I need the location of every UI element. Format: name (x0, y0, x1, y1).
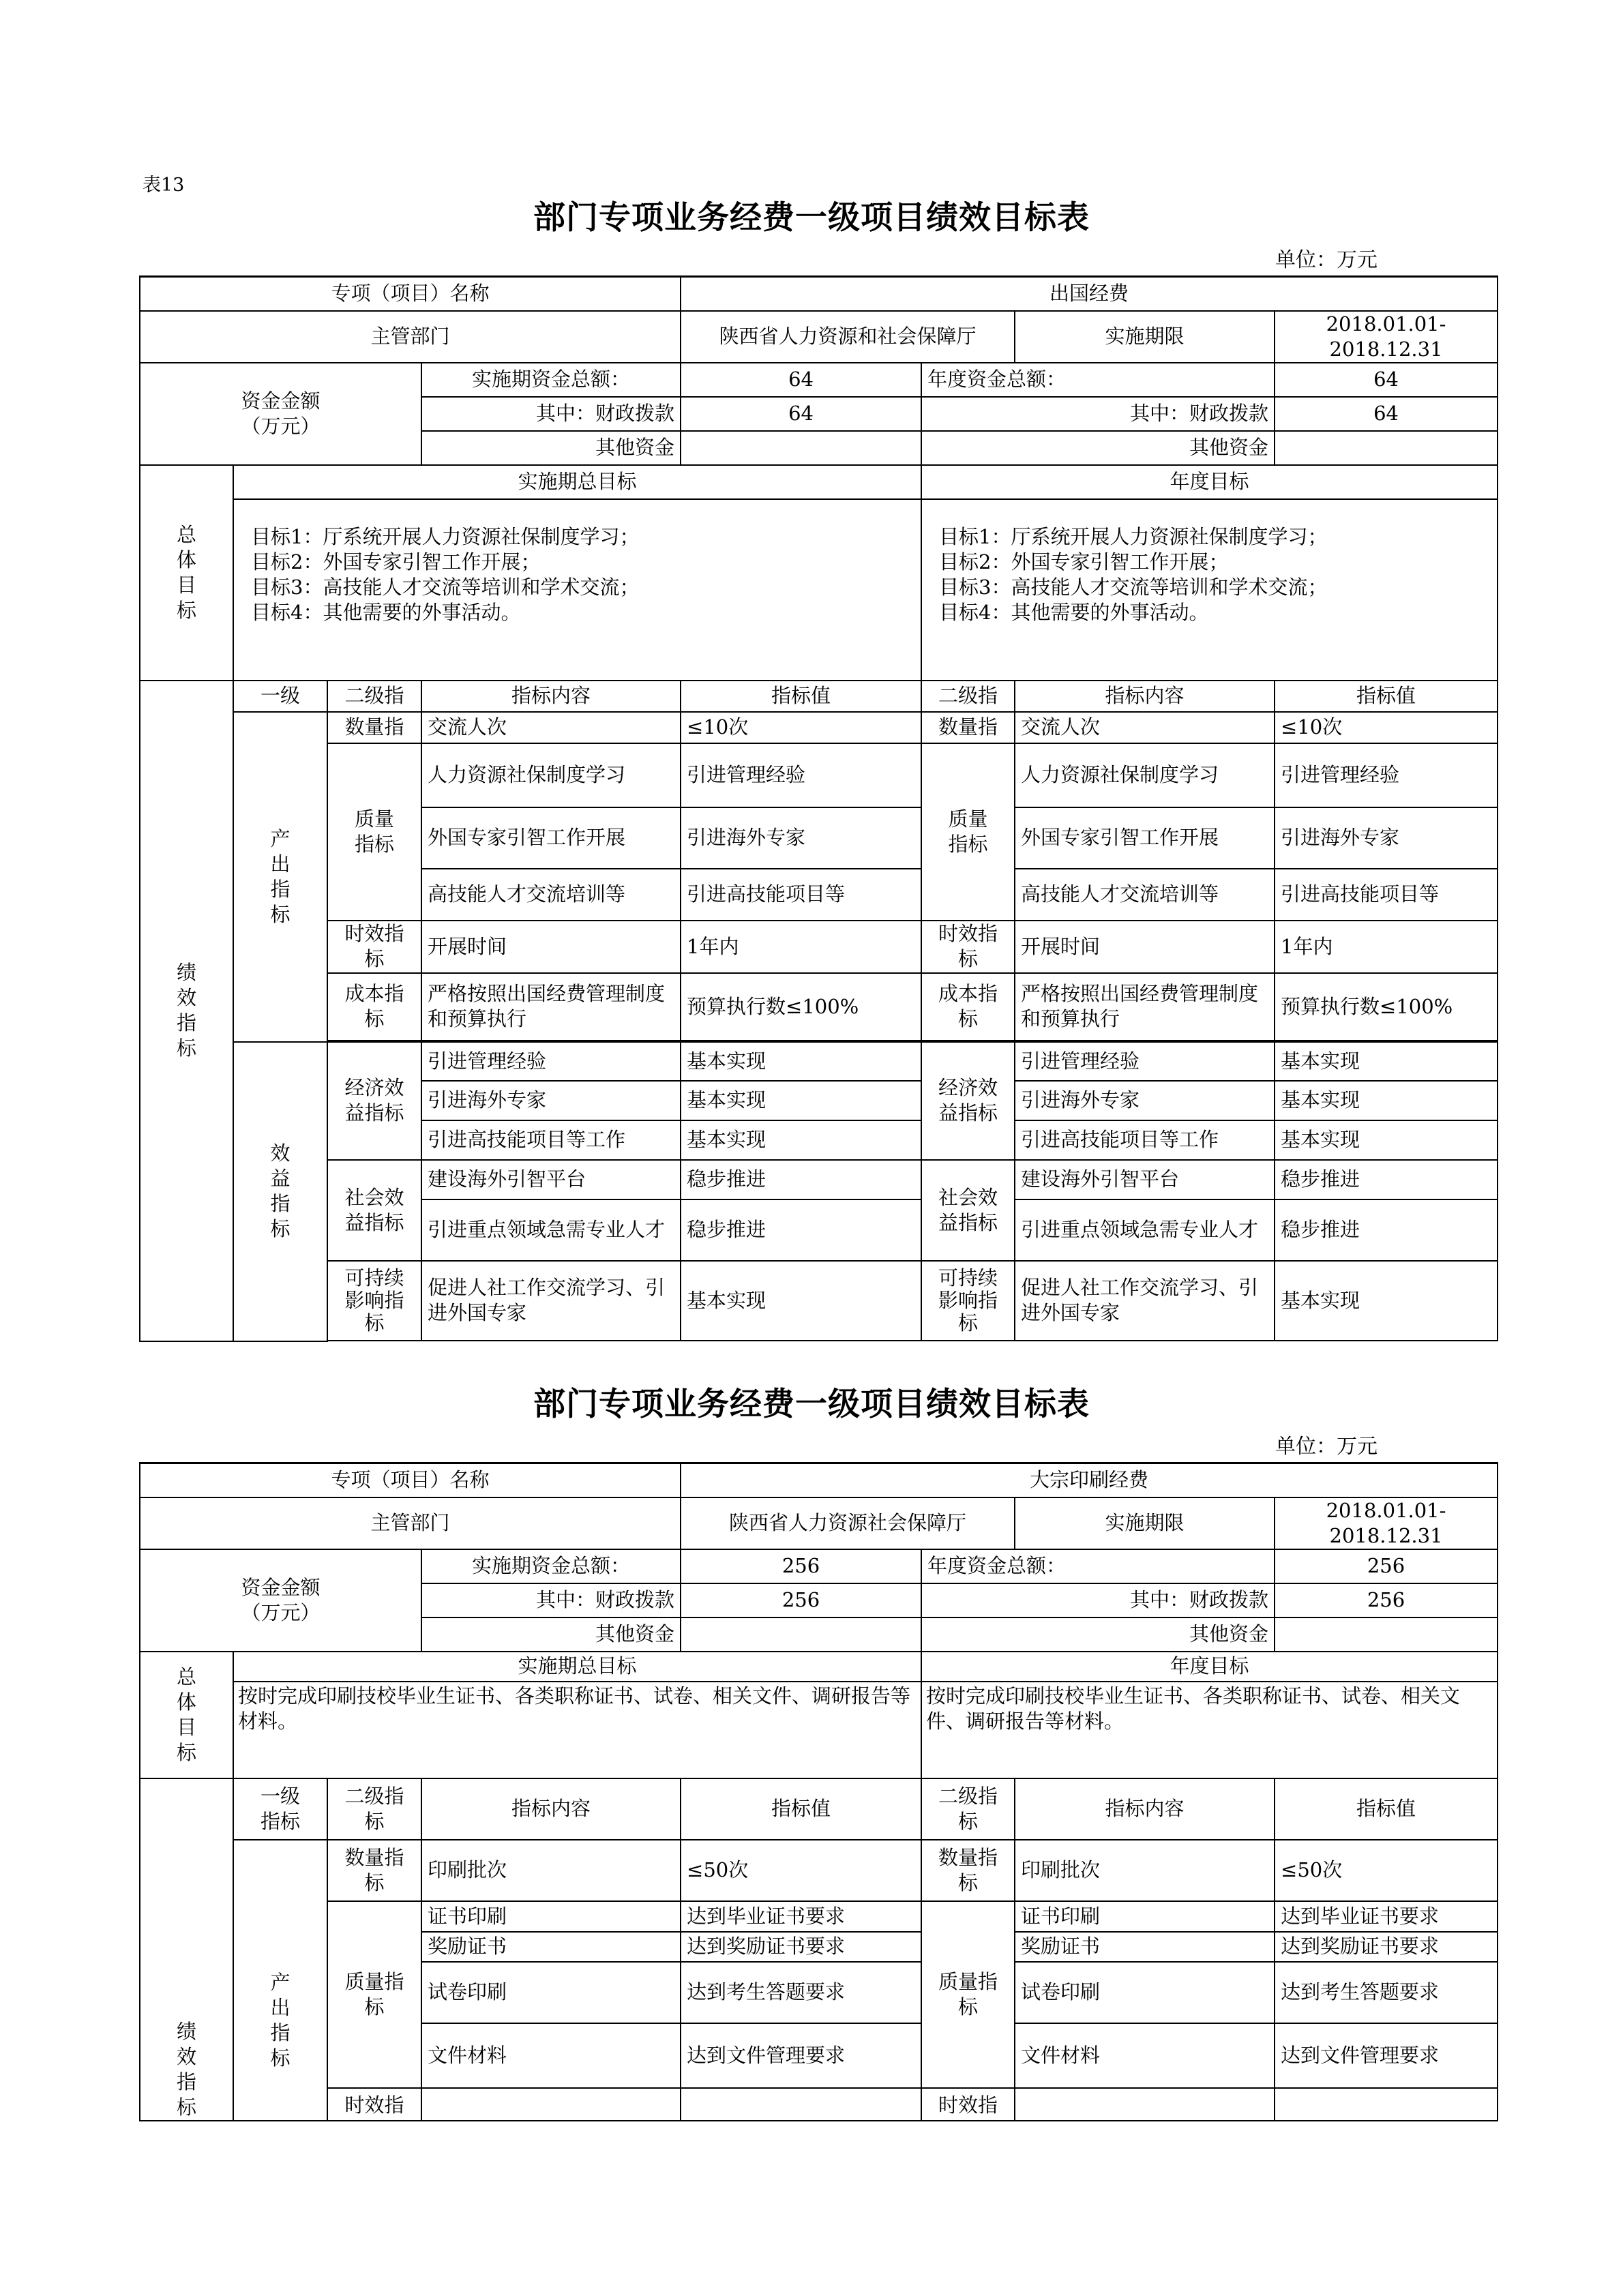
value-header-left: 指标值 (681, 1778, 921, 1840)
social-content-right: 建设海外引智平台 (1015, 1160, 1275, 1199)
impl-goal-header: 实施期总目标 (233, 465, 921, 499)
quality-value-left: 引进管理经验 (681, 743, 921, 807)
quantity-label-right: 数量指 (921, 712, 1015, 743)
quantity-value-left: ≤10次 (681, 712, 921, 743)
period-label: 实施期限 (1015, 311, 1275, 363)
time-content-right (1015, 2088, 1275, 2121)
time-label-left: 时效指 (327, 2088, 421, 2121)
time-content-left: 开展时间 (421, 921, 681, 973)
sustain-value-right: 基本实现 (1275, 1261, 1498, 1341)
page-bottom-margin (0, 2141, 1623, 2296)
sustain-content-right: 促进人社工作交流学习、引进外国专家 (1015, 1261, 1275, 1341)
total-impl-value: 256 (681, 1549, 921, 1583)
social-value-right: 稳步推进 (1275, 1199, 1498, 1261)
economic-value-left: 基本实现 (681, 1081, 921, 1120)
project-name-label: 专项（项目）名称 (140, 1463, 681, 1497)
fiscal-year-value: 256 (1275, 1583, 1498, 1617)
economic-value-right: 基本实现 (1275, 1081, 1498, 1120)
sustain-label-right: 可持续影响指标 (921, 1261, 1015, 1341)
value-header-left: 指标值 (681, 681, 921, 712)
quantity-label-left: 数量指 (327, 712, 421, 743)
quality-value-right: 达到文件管理要求 (1275, 2023, 1498, 2088)
economic-content-right: 引进管理经验 (1015, 1042, 1275, 1081)
time-value-right: 1年内 (1275, 921, 1498, 973)
value-header-right: 指标值 (1275, 681, 1498, 712)
economic-value-right: 基本实现 (1275, 1120, 1498, 1160)
quality-content-right: 奖励证书 (1015, 1932, 1275, 1962)
social-content-left: 引进重点领域急需专业人才 (421, 1199, 681, 1261)
form2-title: 部门专项业务经费一级项目绩效目标表 (533, 1386, 1090, 1423)
quantity-value-right: ≤50次 (1275, 1840, 1498, 1901)
funds-label: 资金金额 （万元） (140, 1549, 421, 1652)
sustain-label-left: 可持续影响指标 (327, 1261, 421, 1341)
time-label-left: 时效指标 (327, 921, 421, 973)
overall-goal-label: 总体目标 (140, 1652, 233, 1778)
fiscal-impl-label: 其中：财政拨款 (421, 1583, 681, 1617)
quality-label-left: 质量指标 (327, 1901, 421, 2088)
form2-unit-label: 单位：万元 (1275, 1435, 1378, 1459)
economic-value-left: 基本实现 (681, 1042, 921, 1081)
other-impl-label: 其他资金 (421, 431, 681, 465)
social-value-left: 稳步推进 (681, 1160, 921, 1199)
quality-content-left: 文件材料 (421, 2023, 681, 2088)
quality-content-left: 外国专家引智工作开展 (421, 807, 681, 869)
fiscal-year-label: 其中：财政拨款 (921, 1583, 1275, 1617)
time-label-right: 时效指标 (921, 921, 1015, 973)
dept-value: 陕西省人力资源和社会保障厅 (681, 311, 1015, 363)
quantity-content-right: 交流人次 (1015, 712, 1275, 743)
benefit-label: 效益指标 (233, 1042, 327, 1341)
value-header-right: 指标值 (1275, 1778, 1498, 1840)
overall-goal-label: 总体目标 (140, 465, 233, 681)
level1-header: 一级指标 (233, 1778, 327, 1840)
quality-value-right: 引进高技能项目等 (1275, 869, 1498, 921)
economic-content-right: 引进海外专家 (1015, 1081, 1275, 1120)
cost-content-right: 严格按照出国经费管理制度和预算执行 (1015, 973, 1275, 1041)
other-year-label: 其他资金 (921, 1617, 1275, 1652)
time-value-right (1275, 2088, 1498, 2121)
quality-value-right: 达到考生答题要求 (1275, 1962, 1498, 2023)
quality-value-left: 引进高技能项目等 (681, 869, 921, 921)
content-header-right: 指标内容 (1015, 681, 1275, 712)
period-value: 2018.01.01-2018.12.31 (1275, 311, 1498, 363)
dept-label: 主管部门 (140, 311, 681, 363)
quantity-content-right: 印刷批次 (1015, 1840, 1275, 1901)
economic-content-left: 引进高技能项目等工作 (421, 1120, 681, 1160)
period-value: 2018.01.01-2018.12.31 (1275, 1497, 1498, 1549)
impl-goal-header: 实施期总目标 (233, 1652, 921, 1682)
quality-value-right: 达到毕业证书要求 (1275, 1901, 1498, 1932)
quantity-label-left: 数量指标 (327, 1840, 421, 1901)
funds-label: 资金金额 （万元） (140, 363, 421, 465)
content-header-left: 指标内容 (421, 681, 681, 712)
perf-label: 绩效指标 (140, 1778, 233, 2121)
impl-goal-text: 按时完成印刷技校毕业生证书、各类职称证书、试卷、相关文件、调研报告等材料。 (233, 1682, 921, 1778)
social-content-right: 引进重点领域急需专业人才 (1015, 1199, 1275, 1261)
content-header-left: 指标内容 (421, 1778, 681, 1840)
quantity-value-right: ≤10次 (1275, 712, 1498, 743)
quality-value-left: 引进海外专家 (681, 807, 921, 869)
quality-value-left: 达到文件管理要求 (681, 2023, 921, 2088)
time-label-right: 时效指 (921, 2088, 1015, 2121)
cost-value-left: 预算执行数≤100% (681, 973, 921, 1041)
quality-value-right: 引进管理经验 (1275, 743, 1498, 807)
sustain-content-left: 促进人社工作交流学习、引进外国专家 (421, 1261, 681, 1341)
other-impl-label: 其他资金 (421, 1617, 681, 1652)
quality-value-left: 达到考生答题要求 (681, 1962, 921, 2023)
quantity-value-left: ≤50次 (681, 1840, 921, 1901)
quality-content-right: 外国专家引智工作开展 (1015, 807, 1275, 869)
other-impl-value (681, 1617, 921, 1652)
time-content-right: 开展时间 (1015, 921, 1275, 973)
total-year-label: 年度资金总额： (921, 1549, 1275, 1583)
quality-value-left: 达到奖励证书要求 (681, 1932, 921, 1962)
output-label: 产出指标 (233, 1840, 327, 2121)
fiscal-year-value: 64 (1275, 397, 1498, 431)
time-value-left: 1年内 (681, 921, 921, 973)
period-label: 实施期限 (1015, 1497, 1275, 1549)
cost-label-right: 成本指标 (921, 973, 1015, 1041)
total-year-value: 64 (1275, 363, 1498, 397)
other-year-value (1275, 431, 1498, 465)
year-goal-text: 按时完成印刷技校毕业生证书、各类职称证书、试卷、相关文件、调研报告等材料。 (921, 1682, 1498, 1778)
table-number-label: 表13 (143, 175, 185, 196)
economic-content-left: 引进海外专家 (421, 1081, 681, 1120)
form1-title: 部门专项业务经费一级项目绩效目标表 (533, 199, 1090, 237)
level2-header-left: 二级指标 (327, 1778, 421, 1840)
quality-content-left: 试卷印刷 (421, 1962, 681, 2023)
quality-value-right: 引进海外专家 (1275, 807, 1498, 869)
quantity-label-right: 数量指标 (921, 1840, 1015, 1901)
total-year-label: 年度资金总额： (921, 363, 1275, 397)
total-impl-label: 实施期资金总额： (421, 363, 681, 397)
fiscal-impl-label: 其中：财政拨款 (421, 397, 681, 431)
quantity-content-left: 印刷批次 (421, 1840, 681, 1901)
other-year-label: 其他资金 (921, 431, 1275, 465)
quality-content-right: 试卷印刷 (1015, 1962, 1275, 2023)
quality-label-left: 质量指标 (327, 743, 421, 921)
perf-label: 绩效指标 (140, 681, 233, 1341)
project-name-value: 出国经费 (681, 277, 1498, 311)
economic-label-left: 经济效益指标 (327, 1042, 421, 1160)
year-goal-header: 年度目标 (921, 465, 1498, 499)
quality-content-left: 人力资源社保制度学习 (421, 743, 681, 807)
level2-header-right: 二级指 (921, 681, 1015, 712)
cost-label-left: 成本指标 (327, 973, 421, 1041)
total-impl-value: 64 (681, 363, 921, 397)
year-goal-text: 目标1：厅系统开展人力资源社保制度学习； 目标2：外国专家引智工作开展； 目标3：高技能人才交流等培训和学术交流； 目标4：其他需要的外事活动。 (921, 499, 1498, 681)
quality-value-right: 达到奖励证书要求 (1275, 1932, 1498, 1962)
level2-header-left: 二级指 (327, 681, 421, 712)
project-name-value: 大宗印刷经费 (681, 1463, 1498, 1497)
dept-label: 主管部门 (140, 1497, 681, 1549)
level2-header-right: 二级指标 (921, 1778, 1015, 1840)
social-label-right: 社会效益指标 (921, 1160, 1015, 1261)
economic-label-right: 经济效益指标 (921, 1042, 1015, 1160)
level1-header: 一级 (233, 681, 327, 712)
quality-content-right: 人力资源社保制度学习 (1015, 743, 1275, 807)
fiscal-year-label: 其中：财政拨款 (921, 397, 1275, 431)
social-value-right: 稳步推进 (1275, 1160, 1498, 1199)
fiscal-impl-value: 64 (681, 397, 921, 431)
quantity-content-left: 交流人次 (421, 712, 681, 743)
other-year-value (1275, 1617, 1498, 1652)
quality-content-right: 高技能人才交流培训等 (1015, 869, 1275, 921)
form2-table (139, 1462, 1498, 2121)
economic-value-left: 基本实现 (681, 1120, 921, 1160)
output-label: 产出指标 (233, 712, 327, 1042)
sustain-value-left: 基本实现 (681, 1261, 921, 1341)
quality-content-right: 文件材料 (1015, 2023, 1275, 2088)
form1-unit-label: 单位：万元 (1275, 248, 1378, 272)
quality-content-right: 证书印刷 (1015, 1901, 1275, 1932)
time-content-left (421, 2088, 681, 2121)
form1-table (139, 275, 1498, 1342)
quality-label-right: 质量指标 (921, 1901, 1015, 2088)
fiscal-impl-value: 256 (681, 1583, 921, 1617)
cost-value-right: 预算执行数≤100% (1275, 973, 1498, 1041)
social-label-left: 社会效益指标 (327, 1160, 421, 1261)
social-content-left: 建设海外引智平台 (421, 1160, 681, 1199)
total-impl-label: 实施期资金总额： (421, 1549, 681, 1583)
quality-value-left: 达到毕业证书要求 (681, 1901, 921, 1932)
total-year-value: 256 (1275, 1549, 1498, 1583)
quality-content-left: 奖励证书 (421, 1932, 681, 1962)
year-goal-header: 年度目标 (921, 1652, 1498, 1682)
economic-content-right: 引进高技能项目等工作 (1015, 1120, 1275, 1160)
time-value-left (681, 2088, 921, 2121)
quality-content-left: 证书印刷 (421, 1901, 681, 1932)
dept-value: 陕西省人力资源社会保障厅 (681, 1497, 1015, 1549)
content-header-right: 指标内容 (1015, 1778, 1275, 1840)
economic-content-left: 引进管理经验 (421, 1042, 681, 1081)
cost-content-left: 严格按照出国经费管理制度和预算执行 (421, 973, 681, 1041)
other-impl-value (681, 431, 921, 465)
quality-content-left: 高技能人才交流培训等 (421, 869, 681, 921)
social-value-left: 稳步推进 (681, 1199, 921, 1261)
economic-value-right: 基本实现 (1275, 1042, 1498, 1081)
quality-label-right: 质量指标 (921, 743, 1015, 921)
project-name-label: 专项（项目）名称 (140, 277, 681, 311)
impl-goal-text: 目标1：厅系统开展人力资源社保制度学习； 目标2：外国专家引智工作开展； 目标3：高技能人才交流等培训和学术交流； 目标4：其他需要的外事活动。 (233, 499, 921, 681)
